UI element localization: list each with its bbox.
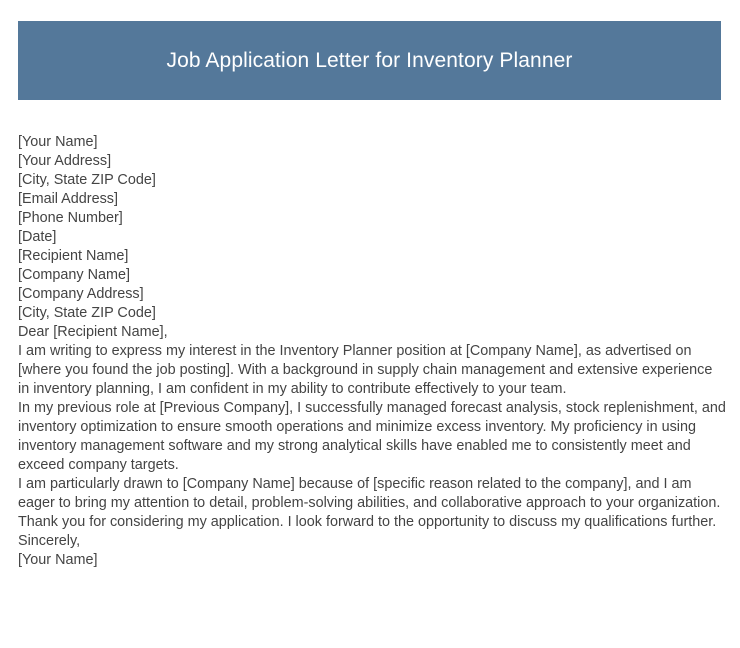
recipient-city-state-zip-line: [City, State ZIP Code]	[18, 305, 156, 321]
letter-date-line: [Date]	[18, 229, 57, 245]
page-title: Job Application Letter for Inventory Planner	[166, 48, 573, 72]
sender-address-line: [Your Address]	[18, 153, 112, 169]
document-header-banner	[18, 21, 721, 100]
sender-name-line: [Your Name]	[18, 134, 98, 150]
salutation-line: Dear [Recipient Name],	[18, 324, 168, 340]
letter-paragraph-4: Thank you for considering my application. I look forward to the opportunity to discuss my qualifications further.	[18, 514, 717, 530]
letter-paragraph-1: I am writing to express my interest in the Inventory Planner position at [Company Name], as advertised on [where you found the job posting]. With a background in supply chain management and extensive experience in inventory planning, I am confident in my ability to contribute effectively to your team.	[18, 343, 713, 397]
letter-paragraph-3: I am particularly drawn to [Company Name] because of [specific reason related to the company], and I am eager to bring my attention to detail, problem-solving abilities, and collaborative approach to your organization.	[18, 476, 721, 511]
sender-city-state-zip-line: [City, State ZIP Code]	[18, 172, 156, 188]
sender-phone-line: [Phone Number]	[18, 210, 123, 226]
recipient-company-address-line: [Company Address]	[18, 286, 144, 302]
signature-name-line: [Your Name]	[18, 552, 98, 568]
recipient-name-line: [Recipient Name]	[18, 248, 129, 264]
letter-paragraph-2: In my previous role at [Previous Company], I successfully managed forecast analysis, stock replenishment, and inventory optimization to ensure smooth operations and minimize excess inventory. My proficiency in using inventory management software and my strong analytical skills have enabled me to consistently meet and exceed company targets.	[18, 400, 726, 473]
recipient-company-name-line: [Company Name]	[18, 267, 130, 283]
sender-email-line: [Email Address]	[18, 191, 118, 207]
letter-body	[18, 133, 727, 570]
closing-line: Sincerely,	[18, 533, 81, 549]
